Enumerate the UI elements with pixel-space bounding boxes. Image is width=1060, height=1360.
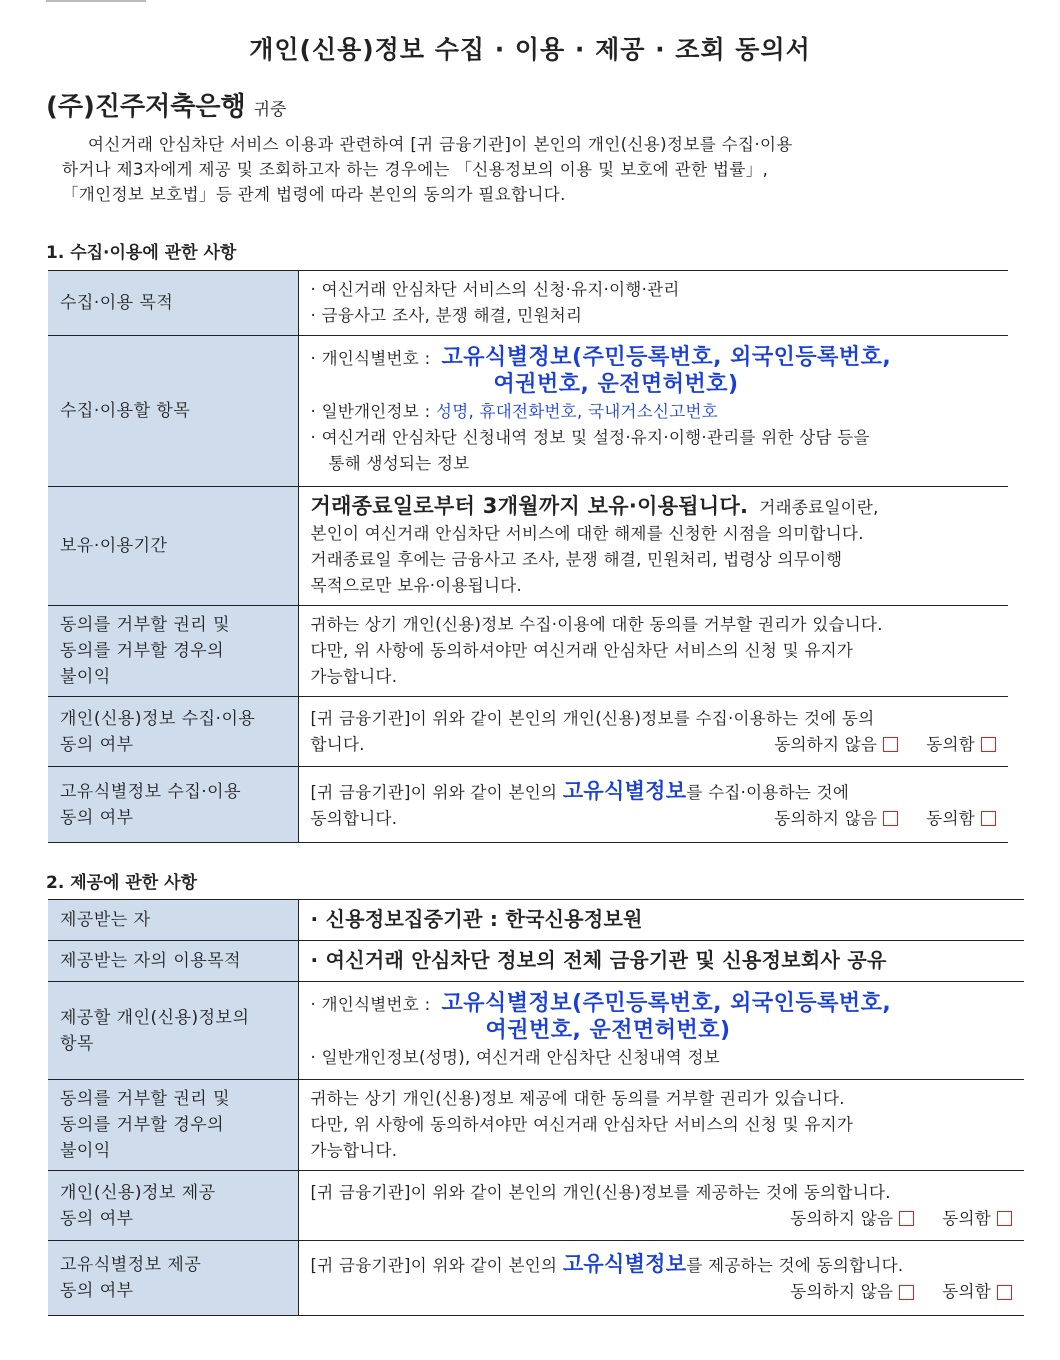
intro-line-3: 「개인정보 보호법」등 관계 법령에 따라 본인의 동의가 필요합니다. [62,185,566,204]
section1-heading: 1. 수집·이용에 관한 사항 [46,243,237,263]
general-value: 성명, 휴대전화번호, 국내거소신고번호 [435,402,718,421]
provide-consent2-highlight: 고유식별정보 [562,1252,687,1276]
refuse-label-1: 동의를 거부할 권리 및 [60,615,231,635]
consent2-label-2: 동의 여부 [60,807,134,828]
refuse-label-3: 불이익 [60,667,111,687]
period-text-3: 거래종료일 후에는 금융사고 조사, 분쟁 해결, 민원처리, 법령상 의무이행 [310,550,843,569]
consent2-highlight: 고유식별정보 [562,778,687,803]
provide-consent2-label-2: 동의 여부 [60,1281,134,1301]
provide-refuse-text-2: 다만, 위 사항에 동의하셔야만 여신거래 안심차단 서비스의 신청 및 유지가 [310,1115,854,1134]
provide-items-label-2: 항목 [60,1033,94,1054]
provide-consent1-disagree-checkbox[interactable] [899,1211,914,1226]
consent1-agree-option[interactable]: 동의함 [926,732,996,758]
intro-line-2: 하거나 제3자에게 제공 및 조회하고자 하는 경우에는 「신용정보의 이용 및 보호에 관한 법률」, [62,160,769,179]
general-lead: · 일반개인정보 : [310,402,431,421]
section2-heading: 2. 제공에 관한 사항 [46,873,197,893]
consent1-disagree-checkbox[interactable] [883,737,898,752]
provide-items-label-1: 제공할 개인(신용)정보의 [60,1007,250,1028]
consent1-text-1: [귀 금융기관]이 위와 같이 본인의 개인(신용)정보를 수집·이용하는 것에 동의 [310,708,875,728]
receiver-value: · 신용정보집중기관 : 한국신용정보원 [310,907,643,931]
receiver-purpose-value: · 여신거래 안심차단 정보의 전체 금융기관 및 신용정보회사 공유 [310,948,887,972]
refuse-text-3: 가능합니다. [310,667,398,686]
consent1-text-2: 합니다. [310,734,365,754]
recipient-suffix: 귀중 [253,100,287,120]
row-provide-items [48,982,1024,1080]
provide-consent1-label-2: 동의 여부 [60,1208,134,1229]
provide-uid-lead: · 개인식별번호 : [310,994,431,1014]
consent2-disagree-checkbox[interactable] [883,811,898,826]
period-text-1: 거래종료일이란, [759,498,879,517]
period-label: 보유·이용기간 [48,487,298,606]
row-items [48,336,1008,487]
purpose-item-2: · 금융사고 조사, 분쟁 해결, 민원처리 [310,306,583,325]
consent1-label-1: 개인(신용)정보 수집·이용 [60,708,256,729]
provide-consent2-agree-option[interactable]: 동의함 [942,1279,1012,1305]
provide-consent2-agree-checkbox[interactable] [997,1285,1012,1300]
consent1-agree-checkbox[interactable] [981,737,996,752]
items-extra-2: 통해 생성되는 정보 [328,454,470,473]
provide-uid-value-2: 여권번호, 운전면허번호) [485,1017,731,1043]
provide-consent2-pre: [귀 금융기관]이 위와 같이 본인의 [310,1256,558,1275]
refuse-text-2: 다만, 위 사항에 동의하셔야만 여신거래 안심차단 서비스의 신청 및 유지가 [310,641,854,660]
consent1-disagree-option[interactable]: 동의하지 않음 [774,732,898,758]
recipient-heading [46,86,286,123]
consent2-post: 를 수집·이용하는 것에 [686,782,850,802]
provide-general: · 일반개인정보(성명), 여신거래 안심차단 신청내역 정보 [310,1047,721,1067]
row-refuse [48,606,1008,697]
consent2-agree-option[interactable]: 동의함 [926,806,996,832]
row-receiver-purpose [48,941,1024,982]
consent2-label-1: 고유식별정보 수집·이용 [60,781,242,802]
provide-consent1-agree-checkbox[interactable] [997,1211,1012,1226]
row-provide-refuse [48,1080,1024,1171]
uid-value-2: 여권번호, 운전면허번호) [493,372,739,397]
row-period [48,487,1008,606]
items-label: 수집·이용할 항목 [48,336,298,487]
top-rule [46,0,146,2]
provide-consent2-disagree-checkbox[interactable] [899,1285,914,1300]
provide-uid-value-1: 고유식별정보(주민등록번호, 외국인등록번호, [441,990,892,1016]
provide-refuse-label-2: 동의를 거부할 경우의 [60,1115,225,1135]
provide-refuse-text-1: 귀하는 상기 개인(신용)정보 제공에 대한 동의를 거부할 권리가 있습니다. [310,1089,845,1108]
period-text-4: 목적으로만 보유·이용됩니다. [310,576,523,595]
row-consent-personal [48,697,1008,767]
provide-consent1-agree-option[interactable]: 동의함 [942,1206,1012,1232]
row-consent-uid [48,767,1008,843]
provision-table [48,899,1024,1316]
collection-table [48,270,1008,843]
intro-line-1: 여신거래 안심차단 서비스 이용과 관련하여 [귀 금융기관]이 본인의 개인(신용)정보를 수집·이용 [88,135,793,154]
intro-paragraph [62,132,998,207]
provide-consent1-label-1: 개인(신용)정보 제공 [60,1182,216,1203]
row-provide-consent-personal [48,1171,1024,1241]
consent2-pre: [귀 금융기관]이 위와 같이 본인의 [310,782,558,802]
consent2-disagree-option[interactable]: 동의하지 않음 [774,806,898,832]
row-provide-consent-uid [48,1241,1024,1316]
provide-consent2-post: 를 제공하는 것에 동의합니다. [686,1256,904,1275]
uid-lead: · 개인식별번호 : [310,349,431,368]
uid-value-1: 고유식별정보(주민등록번호, 외국인등록번호, [441,345,892,370]
recipient-name: (주)진주저축은행 [46,92,246,122]
provide-consent2-label-1: 고유식별정보 제공 [60,1255,202,1275]
receiver-label: 제공받는 자 [48,900,298,941]
provide-refuse-label-3: 불이익 [60,1141,111,1161]
provide-consent1-text: [귀 금융기관]이 위와 같이 본인의 개인(신용)정보를 제공하는 것에 동의합니다. [310,1182,891,1202]
items-extra-1: · 여신거래 안심차단 신청내역 정보 및 설정·유지·이행·관리를 위한 상담 등을 [310,428,870,447]
page-title: 개인(신용)정보 수집 · 이용 · 제공 · 조회 동의서 [249,35,811,64]
purpose-label: 수집·이용 목적 [48,271,298,336]
provide-consent2-disagree-option[interactable]: 동의하지 않음 [790,1279,914,1305]
period-text-2: 본인이 여신거래 안심차단 서비스에 대한 해제를 신청한 시점을 의미합니다. [310,524,864,543]
period-bold: 거래종료일로부터 3개월까지 보유·이용됩니다. [310,494,749,518]
provide-refuse-text-3: 가능합니다. [310,1141,398,1160]
receiver-purpose-label: 제공받는 자의 이용목적 [48,941,298,982]
provide-refuse-label-1: 동의를 거부할 권리 및 [60,1089,231,1109]
consent2-agree-checkbox[interactable] [981,811,996,826]
row-purpose [48,271,1008,336]
consent2-text-2: 동의합니다. [310,808,398,828]
purpose-item-1: · 여신거래 안심차단 서비스의 신청·유지·이행·관리 [310,280,680,299]
consent1-label-2: 동의 여부 [60,734,134,755]
refuse-label-2: 동의를 거부할 경우의 [60,641,225,661]
row-receiver [48,900,1024,941]
provide-consent1-disagree-option[interactable]: 동의하지 않음 [790,1206,914,1232]
refuse-text-1: 귀하는 상기 개인(신용)정보 수집·이용에 대한 동의를 거부할 권리가 있습니다. [310,615,883,634]
